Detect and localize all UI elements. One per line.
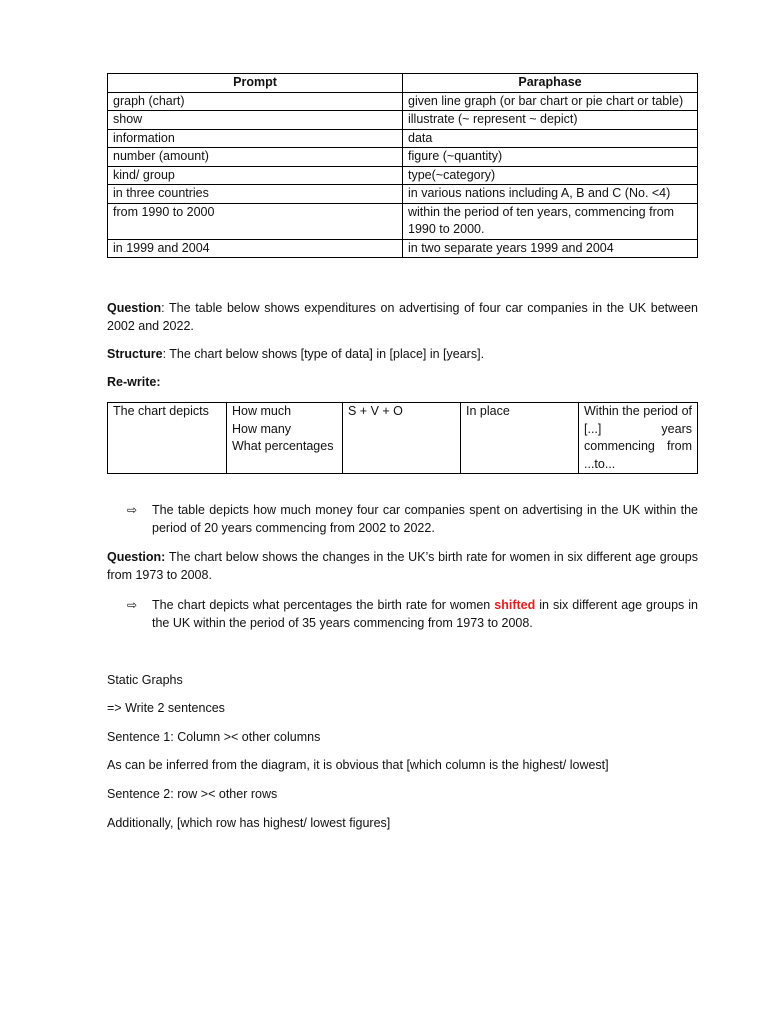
header-prompt: Prompt (108, 74, 403, 93)
answer-2-after: in six different age groups in the UK within the period of 35 years commencing from 1973 to 2008. (152, 598, 699, 630)
table-row (108, 166, 698, 185)
rewrite-cell-period: Within the period of [...] years commencing from ...to... (579, 403, 698, 474)
static-line-2: Sentence 1: Column >< other columns (107, 730, 321, 744)
table-row (108, 239, 698, 258)
question-text: : The table below shows expenditures on advertising of four car companies in the UK between 2002 and 2022. (107, 301, 698, 333)
paraphrase-cell: illustrate (~ represent ~ depict) (403, 111, 698, 130)
header-paraphrase: Paraphase (403, 74, 698, 93)
rewrite-cell-question-words (227, 403, 343, 474)
prompt-cell: from 1990 to 2000 (108, 203, 403, 239)
rewrite-label: Re-write: (107, 375, 161, 389)
question-text: The chart below shows the changes in the UK’s birth rate for women in six different age groups from 1973 to 2008. (107, 550, 698, 582)
question-word: How much (232, 404, 292, 418)
question-word: What percentages (232, 439, 334, 453)
question-word: How many (232, 421, 292, 436)
table-row (108, 403, 698, 474)
paraphrase-cell: type(~category) (403, 166, 698, 185)
answer-2 (127, 597, 698, 632)
question-label: Question: (107, 550, 166, 564)
paraphrase-cell: given line graph (or bar chart or pie chart or table) (403, 92, 698, 111)
structure-line (107, 346, 698, 364)
static-graphs-heading: Static Graphs (107, 673, 183, 687)
table-row (108, 111, 698, 130)
static-line-4: Sentence 2: row >< other rows (107, 787, 278, 801)
static-line-3: As can be inferred from the diagram, it is obvious that [which column is the highest/ lowest] (107, 758, 609, 772)
paraphrase-cell: figure (~quantity) (403, 148, 698, 167)
question-2 (107, 549, 698, 584)
structure-label: Structure (107, 347, 163, 361)
rewrite-cell-svo: S + V + O (343, 403, 461, 474)
prompt-cell: information (108, 129, 403, 148)
arrow-icon: ⇨ (127, 598, 138, 612)
static-line-1: => Write 2 sentences (107, 701, 225, 715)
prompt-cell: show (108, 111, 403, 130)
table-row (108, 129, 698, 148)
static-line-5: Additionally, [which row has highest/ lowest figures] (107, 816, 391, 830)
paraphrase-cell: in two separate years 1999 and 2004 (403, 239, 698, 258)
rewrite-cell-place: In place (461, 403, 579, 474)
answer-2-before: The chart depicts what percentages the birth rate for women (152, 598, 495, 612)
table-row (108, 185, 698, 204)
highlighted-word: shifted (494, 598, 536, 612)
structure-text: : The chart below shows [type of data] in [place] in [years]. (162, 347, 485, 361)
table-row (108, 148, 698, 167)
prompt-cell: in 1999 and 2004 (108, 239, 403, 258)
answer-1-text: The table depicts how much money four car companies spent on advertising in the UK within the period of 20 years commencing from 2002 to 2022. (152, 503, 698, 535)
prompt-cell: number (amount) (108, 148, 403, 167)
rewrite-table (107, 402, 698, 474)
answer-2-text (152, 597, 698, 632)
prompt-cell: kind/ group (108, 166, 403, 185)
table-row (108, 92, 698, 111)
prompt-cell: in three countries (108, 185, 403, 204)
rewrite-cell-subject: The chart depicts (108, 403, 227, 474)
paraphrase-cell: within the period of ten years, commencing from 1990 to 2000. (403, 203, 698, 239)
paraphrase-cell: data (403, 129, 698, 148)
table-header-row (108, 74, 698, 93)
prompt-cell: graph (chart) (108, 92, 403, 111)
question-label: Question (107, 301, 162, 315)
arrow-icon: ⇨ (127, 503, 138, 517)
paraphrase-cell: in various nations including A, B and C (No. <4) (403, 185, 698, 204)
question-1 (107, 300, 698, 335)
answer-1 (127, 502, 698, 537)
table-row (108, 203, 698, 239)
paraphrase-table (107, 73, 698, 258)
